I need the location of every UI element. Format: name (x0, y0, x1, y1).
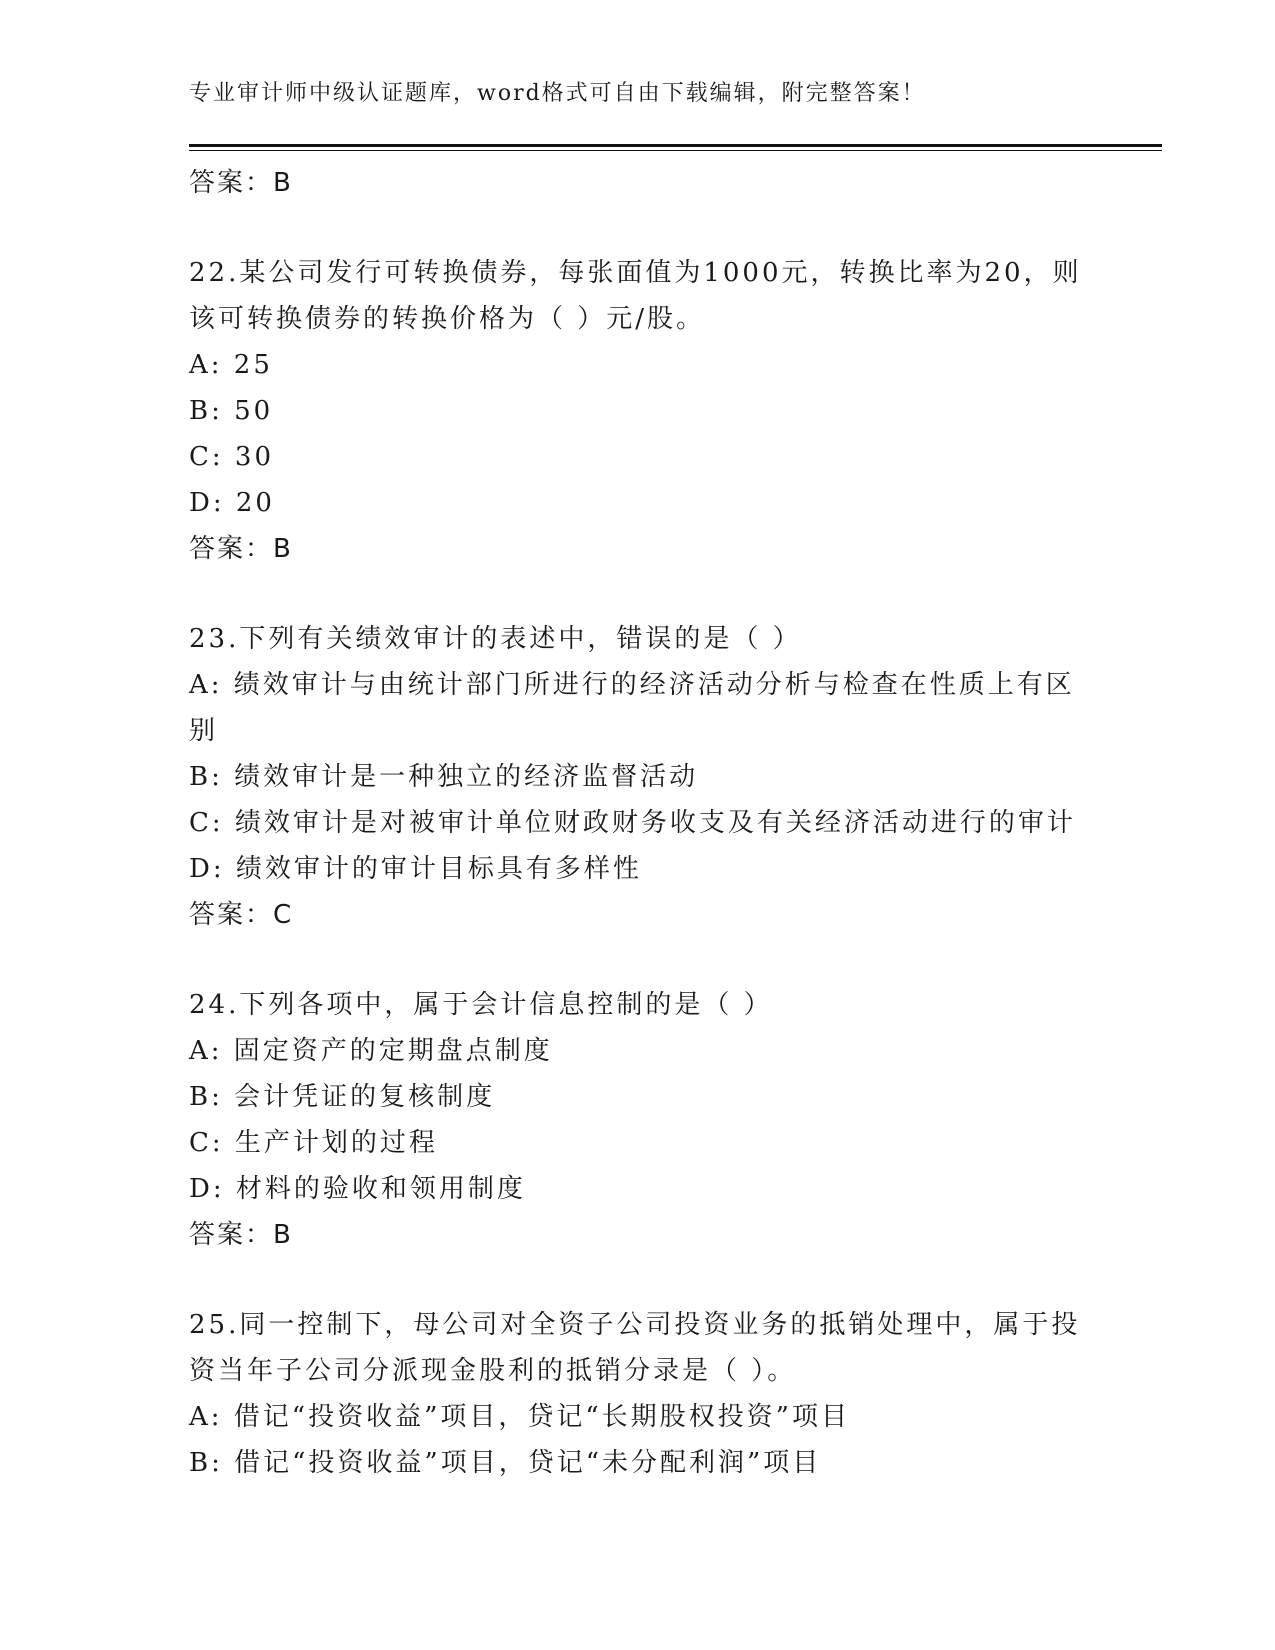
previous-answer: 答案：B (189, 168, 293, 198)
question-22 (189, 250, 1089, 572)
option-d: D: 20 (189, 488, 275, 518)
option-d: D: 材料的验收和领用制度 (189, 1174, 526, 1204)
question-stem-line: 资当年子公司分派现金股利的抵销分录是（ ）。 (189, 1356, 797, 1386)
answer-label: 答案：B (189, 1220, 293, 1250)
option-c: C: 绩效审计是对被审计单位财政财务收支及有关经济活动进行的审计 (189, 808, 1076, 838)
option-a: A: 固定资产的定期盘点制度 (189, 1036, 553, 1066)
question-stem-line: 22.某公司发行可转换债券，每张面值为1000元，转换比率为20，则 (189, 258, 1082, 288)
option-b: B: 50 (189, 396, 274, 426)
question-stem-line: 该可转换债券的转换价格为（ ）元/股。 (189, 304, 706, 334)
question-25 (189, 1302, 1089, 1486)
option-a-continued: 别 (189, 716, 219, 746)
answer-label: 答案：B (189, 534, 293, 564)
option-c: C: 生产计划的过程 (189, 1128, 438, 1158)
option-a: A: 借记“投资收益”项目，贷记“长期股权投资”项目 (189, 1402, 850, 1432)
option-b: B: 绩效审计是一种独立的经济监督活动 (189, 762, 699, 792)
option-b: B: 借记“投资收益”项目，贷记“未分配利润”项目 (189, 1448, 822, 1478)
header-rule-thick (189, 144, 1162, 147)
question-stem-line: 24.下列各项中，属于会计信息控制的是（ ） (189, 990, 773, 1020)
option-a: A: 绩效审计与由统计部门所进行的经济活动分析与检查在性质上有区 (189, 670, 1075, 700)
option-d: D: 绩效审计的审计目标具有多样性 (189, 854, 642, 884)
header-rule-thin (189, 150, 1162, 151)
question-stem-line: 25.同一控制下，母公司对全资子公司投资业务的抵销处理中，属于投 (189, 1310, 1081, 1340)
option-b: B: 会计凭证的复核制度 (189, 1082, 496, 1112)
question-content (189, 160, 1089, 1486)
option-a: A: 25 (189, 350, 273, 380)
option-c: C: 30 (189, 442, 275, 472)
question-stem-line: 23.下列有关绩效审计的表述中，错误的是（ ） (189, 624, 802, 654)
question-24 (189, 982, 1089, 1258)
answer-label: 答案：C (189, 900, 294, 930)
page-header: 专业审计师中级认证题库，word格式可自由下载编辑，附完整答案！ (189, 81, 926, 106)
question-23 (189, 616, 1089, 938)
